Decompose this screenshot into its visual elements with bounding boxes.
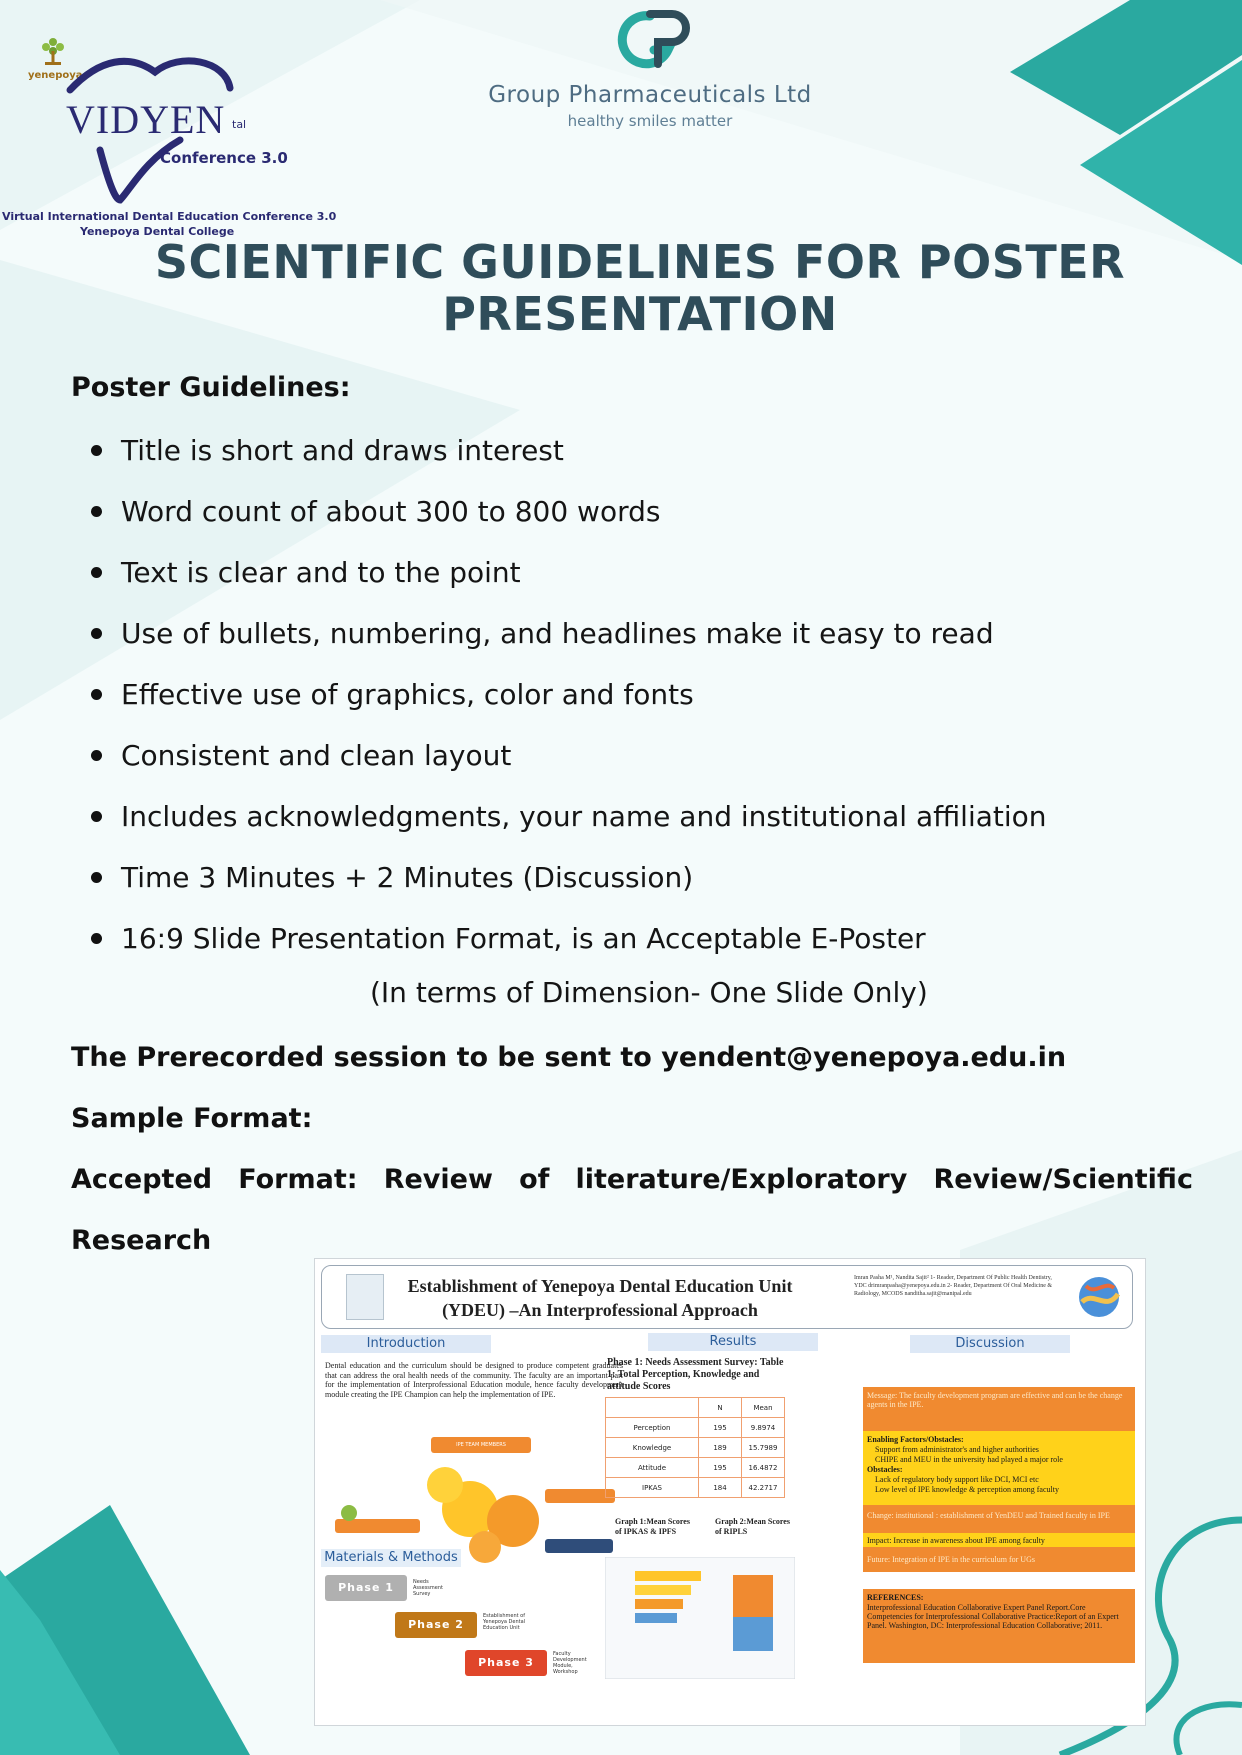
poster-intro-text: Dental education and the curriculum should be designed to produce competent graduates that can address the oral health needs of the community. The faculty are an important part for the implementation of Interprofessional Education module, hence faculty development module creating the IPE Champion can help the implementation of IPE. <box>325 1361 623 1399</box>
enabling-item: Support from administrator's and higher authorities <box>875 1445 1039 1454</box>
table-cell: 195 <box>699 1418 742 1438</box>
sample-poster-image <box>314 1258 1146 1726</box>
table-cell: 184 <box>699 1478 742 1498</box>
sponsor-tagline: healthy smiles matter <box>567 112 733 130</box>
discussion-change: Change: institutional : establishment of YenDEU and Trained faculty in IPE <box>867 1511 1110 1520</box>
sponsor-name: Group Pharmaceuticals Ltd <box>488 82 812 108</box>
poster-section-discussion: Discussion <box>910 1335 1070 1353</box>
guideline-item: Title is short and draws interest <box>90 428 1210 489</box>
accepted-format-word: Format: <box>238 1164 358 1195</box>
table-row <box>606 1398 785 1418</box>
yenepoya-label: yenepoya <box>28 70 83 81</box>
table-cell: Attitude <box>606 1458 699 1478</box>
dimension-note: (In terms of Dimension- One Slide Only) <box>370 976 928 1009</box>
guideline-item: Effective use of graphics, color and fonts <box>90 672 1210 733</box>
poster-header <box>321 1265 1133 1329</box>
table-cell: 189 <box>699 1438 742 1458</box>
accepted-format-word: Review/Scientific <box>933 1164 1193 1195</box>
page-title <box>130 236 1150 340</box>
results-graphs-icon <box>605 1557 795 1679</box>
phase-1-box: Phase 1 <box>325 1575 407 1601</box>
phase-3-label: Faculty Development Module, Workshop <box>553 1651 587 1675</box>
obstacle-item: Low level of IPE knowledge & perception among faculty <box>875 1485 1059 1494</box>
accepted-format-word: Review <box>383 1164 493 1195</box>
table-cell: IPKAS <box>606 1478 699 1498</box>
ipe-team-label: IPE TEAM MEMBERS <box>431 1437 531 1453</box>
accepted-format-line-2: Research <box>71 1225 212 1256</box>
table-cell: 15.7989 <box>742 1438 785 1458</box>
page-title-line-1: SCIENTIFIC GUIDELINES FOR POSTER <box>154 235 1126 289</box>
enabling-heading: Enabling Factors/Obstacles: <box>867 1435 964 1444</box>
guidelines-heading: Poster Guidelines: <box>71 372 351 403</box>
table-row <box>606 1438 785 1458</box>
page-title-line-2: PRESENTATION <box>442 287 838 341</box>
phase-2-box: Phase 2 <box>395 1612 477 1638</box>
table-cell: 42.2717 <box>742 1478 785 1498</box>
poster-section-introduction: Introduction <box>321 1335 491 1353</box>
poster-section-methods: Materials & Methods <box>321 1549 461 1567</box>
table-cell: 16.4872 <box>742 1458 785 1478</box>
prerecorded-instruction: The Prerecorded session to be sent to yendent@yenepoya.edu.in <box>71 1042 1067 1073</box>
guideline-item: Word count of about 300 to 800 words <box>90 489 1210 550</box>
vidyen-tal: tal <box>232 118 247 131</box>
vidyen-wordmark: VIDYEN <box>66 97 226 142</box>
vidyen-conference-logo <box>0 14 337 238</box>
poster-authors: Imran Pasha M¹, Nandita Sajit² 1- Reader, Department Of Public Health Dentistry, YDC drimranpasha@yenepoya.edu.in 2- Reader, Department Of Oral Medicine & Radiology, MCODS nanditha.sajit@manipal.edu <box>854 1275 1053 1297</box>
table-row <box>606 1458 785 1478</box>
globe-logo-icon <box>1074 1272 1124 1322</box>
discussion-future: Future: Integration of IPE in the curriculum for UGs <box>867 1555 1035 1564</box>
enabling-item: CHIPE and MEU in the university had played a major role <box>875 1455 1063 1464</box>
graph-1-caption: Graph 1:Mean Scores of IPKAS & IPFS <box>615 1517 690 1536</box>
table-header: Mean <box>742 1398 785 1418</box>
poster-title: Establishment of Yenepoya Dental Education Unit (YDEU) –An Interprofessional Approach <box>407 1276 793 1320</box>
graph-2-caption: Graph 2:Mean Scores of RIPLS <box>715 1517 790 1536</box>
obstacles-heading: Obstacles: <box>867 1465 903 1474</box>
guideline-item: 16:9 Slide Presentation Format, is an Acceptable E-Poster <box>90 916 1210 977</box>
discussion-message: Message: The faculty development program are effective and can be the change agents in the IPE. <box>867 1391 1123 1409</box>
table-cell: Knowledge <box>606 1438 699 1458</box>
vidyen-college: Yenepoya Dental College <box>80 225 235 238</box>
guidelines-list <box>90 428 1210 977</box>
guideline-item: Text is clear and to the point <box>90 550 1210 611</box>
guideline-item: Time 3 Minutes + 2 Minutes (Discussion) <box>90 855 1210 916</box>
accepted-format-word: of <box>519 1164 550 1195</box>
vidyen-conference-label: Conference 3.0 <box>160 149 288 167</box>
accepted-format-word: literature/Exploratory <box>575 1164 908 1195</box>
table-row <box>606 1418 785 1438</box>
gp-logo-icon <box>610 8 690 70</box>
references-heading: REFERENCES: <box>867 1593 924 1602</box>
vidyen-subtitle: Virtual International Dental Education Conference 3.0 <box>2 210 337 223</box>
phase-2-label: Establishment of Yenepoya Dental Education Unit <box>483 1613 526 1631</box>
poster-section-results: Results <box>648 1333 818 1351</box>
guideline-item: Use of bullets, numbering, and headlines make it easy to read <box>90 611 1210 672</box>
references-text: Interprofessional Education Collaborative Expert Panel Report.Core Competencies for Interprofessional Collaborative Practice:Report of an Expert Panel. Washington, DC: Interprofessional Education Collaborative; 2011. <box>867 1603 1119 1630</box>
accepted-format-word: Accepted <box>71 1164 213 1195</box>
college-crest-icon <box>346 1274 384 1320</box>
table-cell: 9.8974 <box>742 1418 785 1438</box>
table-header <box>606 1398 699 1418</box>
table-cell: 195 <box>699 1458 742 1478</box>
results-table <box>605 1397 785 1498</box>
obstacle-item: Lack of regulatory body support like DCI, MCI etc <box>875 1475 1039 1484</box>
table-cell: Perception <box>606 1418 699 1438</box>
guideline-item: Consistent and clean layout <box>90 733 1210 794</box>
sponsor-logo <box>470 8 830 138</box>
table-row <box>606 1478 785 1498</box>
sample-format-heading: Sample Format: <box>71 1103 313 1134</box>
table-header: N <box>699 1398 742 1418</box>
results-subheading: Phase 1: Needs Assessment Survey: Table 1: Total Perception, Knowledge and attitude Scores <box>607 1357 784 1392</box>
phase-1-label: Needs Assessment Survey <box>413 1579 443 1597</box>
accepted-format-line <box>71 1164 1193 1195</box>
discussion-impact: Impact: Increase in awareness about IPE among faculty <box>867 1536 1045 1545</box>
guideline-item: Includes acknowledgments, your name and institutional affiliation <box>90 794 1210 855</box>
phase-3-box: Phase 3 <box>465 1650 547 1676</box>
